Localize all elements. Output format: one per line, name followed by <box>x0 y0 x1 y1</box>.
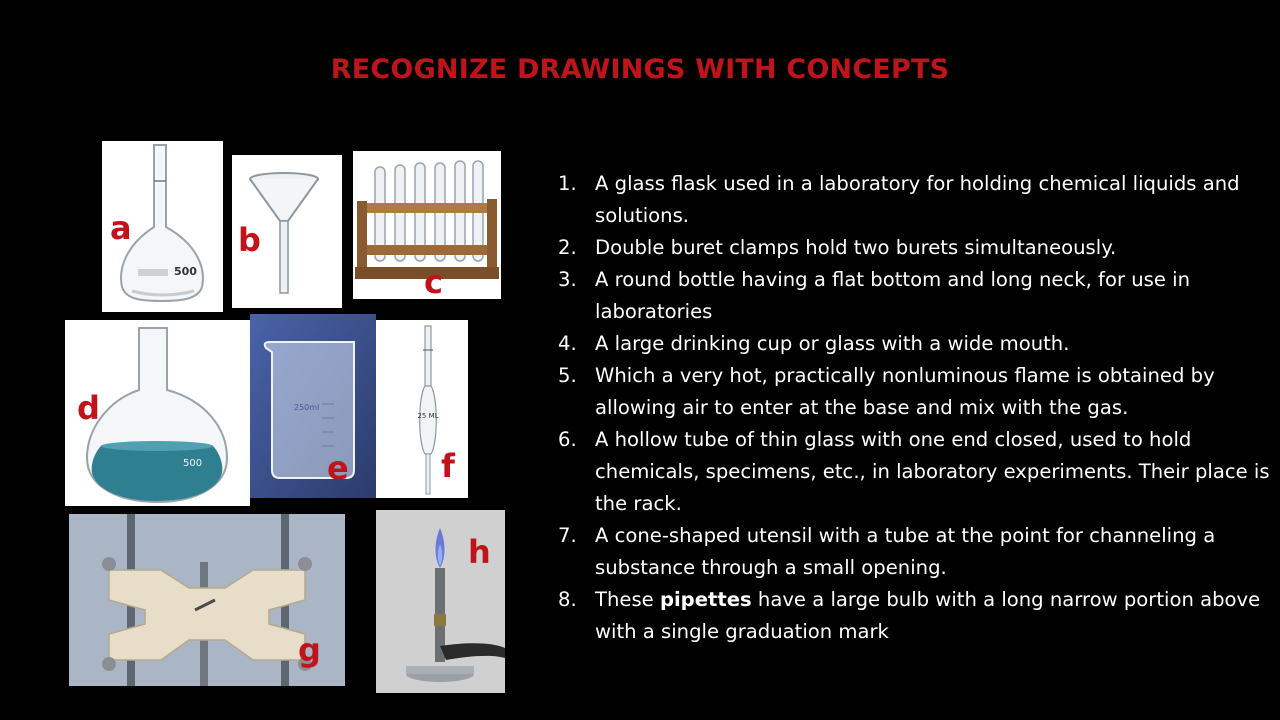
definition-number: 3. <box>558 268 577 291</box>
definition-text: A cone-shaped utensil with a tube at the point for channeling a substance through a small opening. <box>595 524 1216 579</box>
label-b: b <box>238 221 261 259</box>
label-a: a <box>110 209 132 247</box>
definition-bold-term: pipettes <box>659 588 752 611</box>
definition-number: 5. <box>558 364 577 387</box>
label-e: e <box>327 449 349 487</box>
definition-text <box>595 584 1270 648</box>
definition-item <box>558 584 1270 648</box>
definition-item <box>558 168 1270 232</box>
label-c: c <box>424 263 443 301</box>
definition-number: 6. <box>558 428 577 451</box>
label-f: f <box>441 447 455 485</box>
definition-number: 2. <box>558 236 577 259</box>
slide-title: RECOGNIZE DRAWINGS WITH CONCEPTS <box>330 54 950 85</box>
definition-item <box>558 520 1270 584</box>
definition-text-after: have a large bulb with a long narrow portion above with a single graduation mark <box>595 588 1261 643</box>
definition-item <box>558 264 1270 328</box>
beaker-marking: 250ml <box>294 403 320 412</box>
flask-d-marking: 500 <box>183 458 203 469</box>
definition-item <box>558 232 1270 264</box>
definition-text: Double buret clamps hold two burets simultaneously. <box>595 236 1117 259</box>
definition-number: 4. <box>558 332 577 355</box>
definition-text: Which a very hot, practically nonluminous flame is obtained by allowing air to enter at the base and mix with the gas. <box>595 364 1215 419</box>
pipette-marking: 25 ML <box>417 412 439 420</box>
definition-text: A glass flask used in a laboratory for holding chemical liquids and solutions. <box>595 172 1240 227</box>
definition-item <box>558 360 1270 424</box>
definition-item <box>558 424 1270 520</box>
flask-a-marking: 500 <box>174 265 197 278</box>
label-h: h <box>468 533 491 571</box>
definition-text: A hollow tube of thin glass with one end closed, used to hold chemicals, specimens, etc., in laboratory experiments. Their place is the rack. <box>595 428 1270 515</box>
label-d: d <box>77 389 100 427</box>
definition-item <box>558 328 1270 360</box>
definition-text: A round bottle having a flat bottom and long neck, for use in laboratories <box>595 268 1190 323</box>
definition-text-before: These <box>595 588 660 611</box>
definition-number: 7. <box>558 524 577 547</box>
beaker-icon <box>250 314 376 498</box>
definition-text: A large drinking cup or glass with a wide mouth. <box>595 332 1070 355</box>
picture-e <box>250 314 376 498</box>
definitions-list <box>558 168 1270 648</box>
definition-number: 8. <box>558 588 577 611</box>
label-g: g <box>298 631 321 669</box>
definition-number: 1. <box>558 172 577 195</box>
